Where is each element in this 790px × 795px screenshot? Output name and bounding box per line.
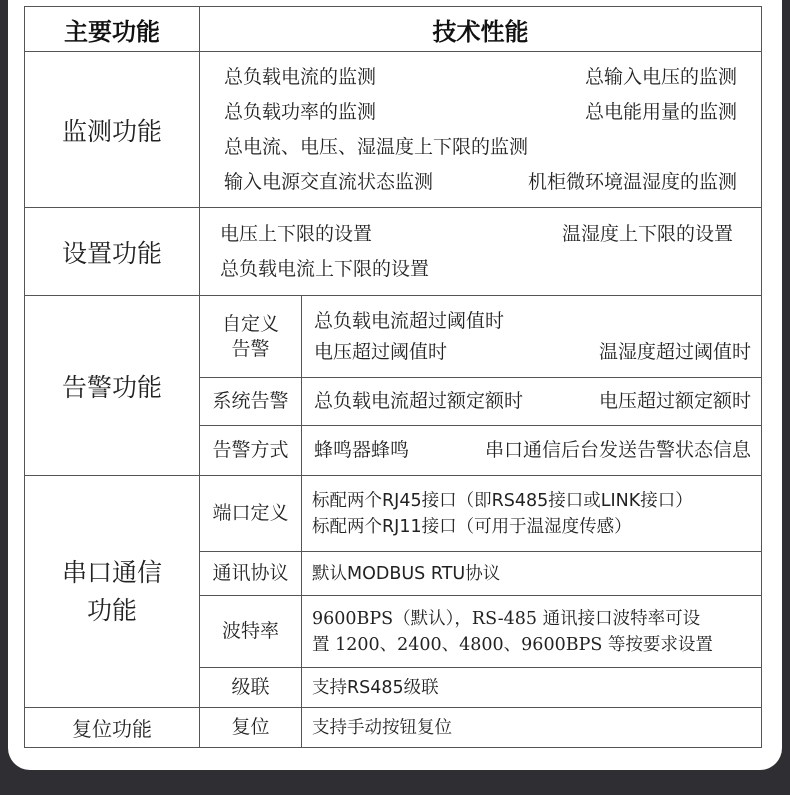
alarm-custom-line [314, 337, 751, 368]
monitor-title: 监测功能 [25, 52, 200, 208]
monitor-item: 输入电源交直流状态监测 [224, 170, 434, 193]
serial-cascade-line: 支持RS485级联 [312, 677, 439, 698]
serial-port-line: 标配两个RJ45接口（即RS485接口或LINK接口） [312, 490, 693, 511]
reset-row [25, 708, 762, 748]
monitor-line [224, 95, 737, 130]
monitor-line [224, 165, 737, 200]
monitor-item: 总负载电流的监测 [224, 65, 377, 88]
serial-port-row [25, 476, 762, 552]
monitor-item: 总电能用量的监测 [584, 100, 737, 123]
serial-port-content [302, 476, 762, 552]
header-row [25, 7, 762, 52]
alarm-custom-item: 电压超过阈值时 [314, 340, 448, 363]
settings-line [220, 217, 733, 252]
monitor-line [224, 60, 737, 95]
alarm-system-item: 总负载电流超过额定额时 [314, 390, 524, 412]
reset-label: 复位 [200, 708, 302, 748]
alarm-method-item: 蜂鸣器蜂鸣 [314, 439, 410, 461]
spec-table [24, 6, 762, 748]
header-main-function: 主要功能 [25, 7, 200, 52]
alarm-system-label: 系统告警 [200, 378, 302, 426]
alarm-custom-label-line: 告警 [231, 337, 270, 360]
monitor-item: 总电流、电压、湿温度上下限的监测 [224, 135, 529, 158]
serial-baud-line: 置 1200、2400、4800、9600BPS 等按要求设置 [312, 634, 713, 655]
alarm-custom-label-line: 自定义 [221, 312, 279, 335]
reset-content: 支持手动按钮复位 [302, 708, 762, 748]
alarm-custom-content [302, 296, 762, 378]
serial-protocol-content [302, 552, 762, 596]
alarm-title: 告警功能 [25, 296, 200, 476]
serial-title-line: 功能 [86, 595, 137, 625]
alarm-method-label: 告警方式 [200, 426, 302, 476]
settings-line [220, 252, 733, 287]
alarm-system-item: 电压超过额定额时 [598, 390, 751, 412]
reset-title: 复位功能 [25, 708, 200, 748]
serial-protocol-line: 默认MODBUS RTU协议 [312, 563, 501, 584]
monitor-item: 总输入电压的监测 [584, 65, 737, 88]
serial-title [25, 476, 200, 708]
alarm-method-line [314, 433, 751, 468]
serial-cascade-label: 级联 [200, 668, 302, 708]
spec-card [8, 0, 782, 770]
alarm-custom-item: 总负载电流超过阈值时 [314, 309, 505, 332]
serial-baud-line: 9600BPS（默认），RS-485 通讯接口波特率可设 [312, 608, 701, 629]
alarm-method-item: 串口通信后台发送告警状态信息 [484, 439, 751, 461]
settings-title: 设置功能 [25, 208, 200, 296]
serial-title-line: 串口通信 [61, 557, 162, 587]
alarm-system-content [302, 378, 762, 426]
alarm-system-line [314, 384, 751, 419]
serial-port-line: 标配两个RJ11接口（可用于温湿度传感） [312, 516, 632, 537]
settings-item: 电压上下限的设置 [220, 222, 373, 245]
monitor-item: 机柜微环境温湿度的监测 [527, 170, 737, 193]
serial-baud-content [302, 596, 762, 668]
monitor-row [25, 52, 762, 208]
serial-port-label: 端口定义 [200, 476, 302, 552]
serial-baud-label: 波特率 [200, 596, 302, 668]
alarm-custom-row [25, 296, 762, 378]
settings-item: 总负载电流上下限的设置 [220, 257, 430, 280]
alarm-custom-line [314, 306, 751, 337]
settings-item: 温湿度上下限的设置 [561, 222, 733, 245]
serial-protocol-label: 通讯协议 [200, 552, 302, 596]
settings-row [25, 208, 762, 296]
alarm-method-content [302, 426, 762, 476]
alarm-custom-item: 温湿度超过阈值时 [598, 340, 751, 363]
monitor-item: 总负载功率的监测 [224, 100, 377, 123]
monitor-content [200, 52, 762, 208]
header-tech-performance: 技术性能 [200, 7, 762, 52]
alarm-custom-label [200, 296, 302, 378]
settings-content [200, 208, 762, 296]
monitor-line [224, 130, 737, 165]
serial-cascade-content [302, 668, 762, 708]
